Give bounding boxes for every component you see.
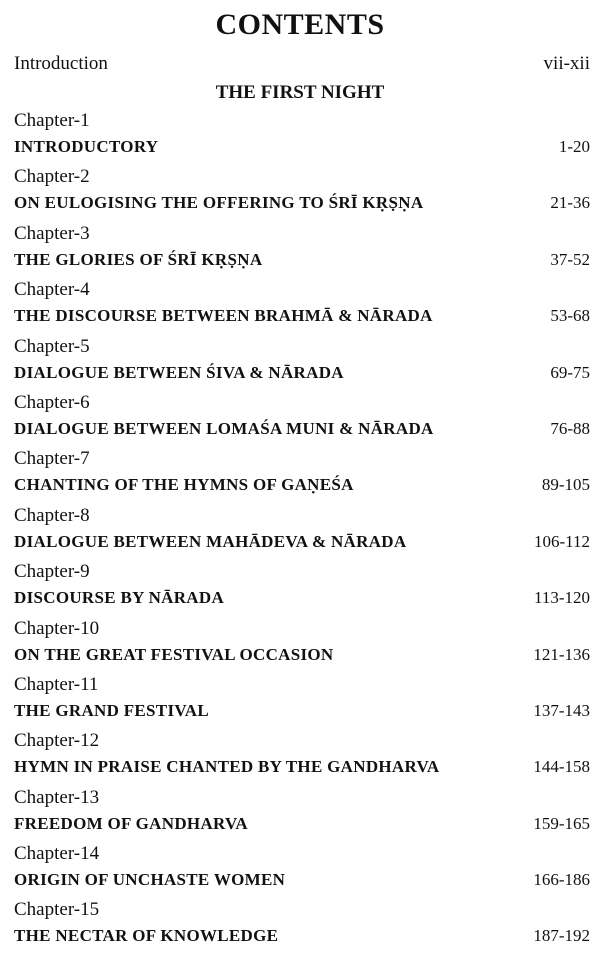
chapter-entry: [14, 108, 590, 164]
chapter-pages: 159-165: [533, 813, 590, 833]
chapter-entry: [14, 446, 590, 502]
chapter-title: DIALOGUE BETWEEN ŚIVA & NĀRADA: [14, 362, 344, 382]
chapter-number: Chapter-8: [14, 504, 90, 526]
chapter-number: Chapter-13: [14, 786, 100, 808]
chapter-entry: [14, 897, 590, 953]
chapter-number: Chapter-4: [14, 279, 90, 301]
chapter-entry: [14, 390, 590, 446]
chapter-pages: 37-52: [550, 249, 590, 269]
chapter-title: ON THE GREAT FESTIVAL OCCASION: [14, 644, 334, 664]
chapter-title: THE GLORIES OF ŚRĪ KṚṢṆA: [14, 249, 263, 269]
chapter-title: DIALOGUE BETWEEN LOMAŚA MUNI & NĀRADA: [14, 418, 434, 438]
chapter-list: [14, 108, 590, 954]
chapter-number: Chapter-3: [14, 222, 90, 244]
chapter-pages: 187-192: [533, 926, 590, 946]
chapter-title: THE NECTAR OF KNOWLEDGE: [14, 926, 279, 946]
page-title: CONTENTS: [215, 8, 385, 41]
chapter-pages: 144-158: [533, 757, 590, 777]
chapter-title: THE GRAND FESTIVAL: [14, 700, 209, 720]
chapter-entry: [14, 728, 590, 784]
chapter-title: ORIGIN OF UNCHASTE WOMEN: [14, 870, 286, 890]
chapter-title: CHANTING OF THE HYMNS OF GAṆEŚA: [14, 475, 354, 495]
chapter-number: Chapter-9: [14, 561, 90, 583]
chapter-entry: [14, 616, 590, 672]
chapter-pages: 113-120: [533, 588, 590, 608]
chapter-entry: [14, 277, 590, 333]
chapter-pages: 137-143: [533, 700, 590, 720]
chapter-number: Chapter-7: [14, 448, 90, 470]
chapter-number: Chapter-11: [14, 673, 99, 695]
chapter-title: DIALOGUE BETWEEN MAHĀDEVA & NĀRADA: [14, 531, 407, 551]
chapter-title: FREEDOM OF GANDHARVA: [14, 813, 248, 833]
chapter-pages: 121-136: [533, 644, 590, 664]
section-title: THE FIRST NIGHT: [215, 82, 385, 103]
chapter-entry: [14, 221, 590, 277]
introduction-pages: vii-xii: [543, 53, 590, 74]
chapter-number: Chapter-1: [14, 110, 90, 131]
chapter-entry: [14, 164, 590, 220]
chapter-number: Chapter-6: [14, 391, 90, 413]
chapter-title: ON EULOGISING THE OFFERING TO ŚRĪ KṚṢṆA: [14, 193, 424, 213]
introduction-label: Introduction: [14, 53, 108, 74]
chapter-entry: [14, 334, 590, 390]
chapter-title: HYMN IN PRAISE CHANTED BY THE GANDHARVA: [14, 757, 440, 777]
chapter-pages: 166-186: [533, 870, 590, 890]
chapter-pages: 89-105: [541, 475, 590, 495]
chapter-pages: 1-20: [558, 137, 590, 156]
introduction-row: [14, 52, 590, 76]
chapter-entry: [14, 785, 590, 841]
chapter-number: Chapter-10: [14, 617, 100, 639]
chapter-title: INTRODUCTORY: [14, 137, 159, 156]
chapter-title: DISCOURSE BY NĀRADA: [14, 588, 225, 608]
chapter-number: Chapter-14: [14, 843, 100, 865]
chapter-pages: 69-75: [550, 362, 590, 382]
chapter-number: Chapter-2: [14, 166, 90, 188]
chapter-number: Chapter-5: [14, 335, 90, 357]
chapter-pages: 76-88: [550, 418, 590, 438]
chapter-pages: 21-36: [550, 193, 590, 213]
chapter-title: THE DISCOURSE BETWEEN BRAHMĀ & NĀRADA: [14, 306, 433, 326]
chapter-pages: 53-68: [550, 306, 590, 326]
chapter-number: Chapter-15: [14, 899, 100, 921]
chapter-entry: [14, 672, 590, 728]
chapter-entry: [14, 841, 590, 897]
chapter-entry: [14, 503, 590, 559]
chapter-number: Chapter-12: [14, 730, 100, 752]
chapter-pages: 106-112: [533, 531, 590, 551]
chapter-entry: [14, 559, 590, 615]
